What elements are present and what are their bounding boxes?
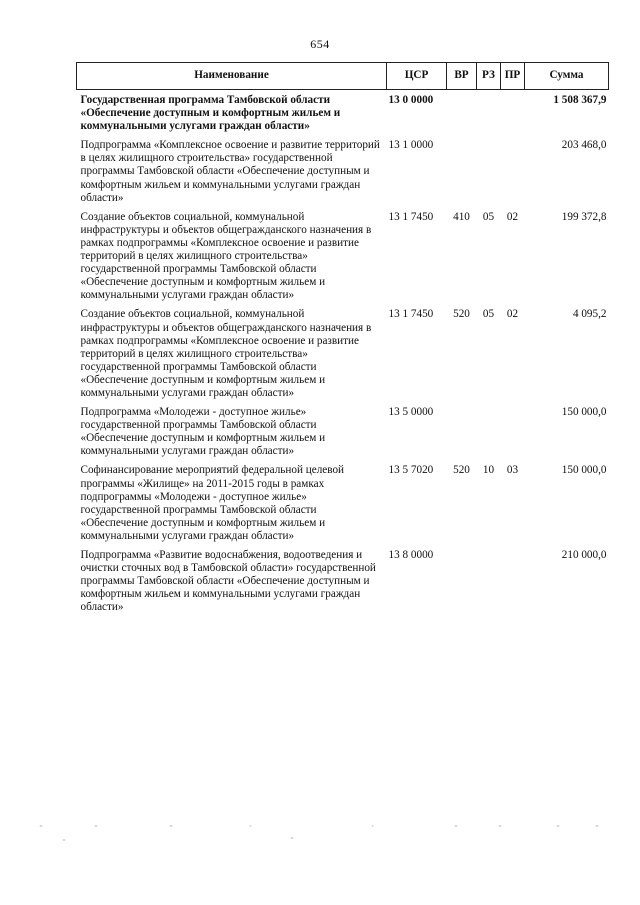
cell-vr: 520 [453,464,470,477]
cell-name: Софинансирование мероприятий федеральной целевой программы «Жилище» на 2011-2015 годы в рамках подпрограммы «Молодежи - доступное жилье» государственной программы Тамбовской области «Обеспечение доступным и комфортным жильем и коммунальными услугами граждан области» [80,464,345,542]
cell-pr: 02 [506,308,519,321]
header-csr: ЦСР [387,63,447,90]
cell-vr: 410 [453,210,470,223]
table-row [77,135,609,206]
table-row [77,460,609,545]
cell-vr [447,90,477,136]
table-row [77,304,609,402]
table-row [77,207,609,305]
cell-sum: 203 468,0 [561,139,607,152]
header-rz: РЗ [477,63,501,90]
cell-sum: 150 000,0 [561,406,607,419]
cell-csr: 13 0 0000 [388,94,434,106]
cell-rz [477,402,501,460]
cell-name: Создание объектов социальной, коммунальной инфраструктуры и объектов общегражданского назначения в рамках подпрограммы «Комплексное освоение и развитие территорий в целях жилищного строительства» государственной программы Тамбовской области «Обеспечение доступным и комфортным жильем и коммунальными услугами граждан области» [80,308,372,399]
cell-sum: 210 000,0 [561,549,607,561]
cell-sum: 150 000,0 [561,464,607,477]
table-body [77,90,609,617]
cell-name: Подпрограмма «Комплексное освоение и развитие территорий в целях жилищного строительства» государственной программы Тамбовской области «Обеспечение доступным и комфортным жильем и коммунальными услугами граждан области» [80,139,380,204]
cell-sum: 4 095,2 [572,308,607,321]
cell-sum: 199 372,8 [561,210,607,223]
cell-csr: 13 5 7020 [388,464,434,477]
budget-table [76,62,609,616]
cell-rz [477,90,501,136]
cell-rz [477,545,501,616]
header-vr: ВР [447,63,477,90]
header-sum: Сумма [525,63,609,90]
header-pr: ПР [501,63,525,90]
header-name: Наименование [77,63,387,90]
cell-rz: 10 [482,464,495,477]
cell-name: Государственная программа Тамбовской области «Обеспечение доступным и комфортным жильем и коммунальными услугами граждан области» [80,94,341,133]
cell-csr: 13 1 0000 [388,139,434,152]
page-number: 654 [310,37,330,51]
cell-pr [501,402,525,460]
cell-name: Создание объектов социальной, коммунальной инфраструктуры и объектов общегражданского назначения в рамках подпрограммы «Комплексное освоение и развитие территорий в целях жилищного строительства» государственной программы Тамбовской области «Обеспечение доступным и комфортным жильем и коммунальными услугами граждан области» [80,210,372,302]
cell-vr [447,135,477,206]
cell-rz: 05 [482,308,495,321]
table-row [77,90,609,136]
cell-csr: 13 5 0000 [388,406,434,419]
cell-vr [447,402,477,460]
cell-sum: 1 508 367,9 [553,94,607,106]
table-row [77,402,609,460]
cell-pr: 02 [506,210,519,223]
cell-rz: 05 [482,210,495,223]
table-header [77,63,609,90]
cell-rz [477,135,501,206]
cell-pr [501,90,525,136]
cell-pr: 03 [506,464,519,477]
cell-csr: 13 1 7450 [388,210,434,223]
cell-csr: 13 1 7450 [388,308,434,321]
cell-pr [501,545,525,616]
cell-vr: 520 [453,308,470,321]
cell-pr [501,135,525,206]
cell-csr: 13 8 0000 [388,549,434,561]
cell-name: Подпрограмма «Молодежи - доступное жилье» государственной программы Тамбовской области «Обеспечение доступным и комфортным жильем и коммунальными услугами граждан области» [80,406,326,458]
cell-vr [447,545,477,616]
cell-name: Подпрограмма «Развитие водоснабжения, водоотведения и очистки сточных вод в Тамбовской области» государственной программы Тамбовской области «Обеспечение доступным и комфортным жильем и коммунальными услугами граждан области» [80,549,376,614]
table-row [77,545,609,616]
